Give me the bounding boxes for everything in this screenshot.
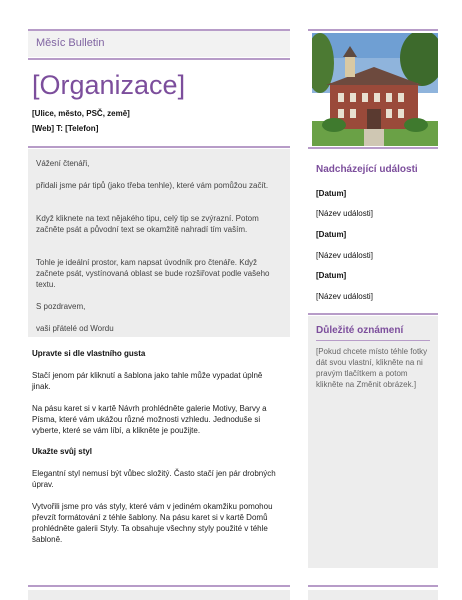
article-heading-1: Upravte si dle vlastního gusta <box>32 349 146 358</box>
article-paragraph-3: Elegantní styl nemusí být vůbec složitý. Často stačí jen pár drobných úprav. <box>32 469 276 489</box>
footer-rule-left <box>28 585 290 587</box>
bulletin-banner <box>28 31 290 57</box>
article-paragraph-4: Vytvořili jsme pro vás styly, které vám v jediném okamžiku pomohou převzít formátování z téhle šablony. Na pásu karet si v kartě Domů prohlédněte galerii Styly. Ta obsahuje všechny styly použité v téhle šabloně. <box>32 502 273 544</box>
letter-signature: vaši přátelé od Wordu <box>36 324 114 333</box>
web-phone-line[interactable]: [Web] T: [Telefon] <box>32 124 99 133</box>
footer-box-left <box>28 590 290 600</box>
letter-greeting: Vážení čtenáři, <box>36 159 90 168</box>
notice-text[interactable]: [Pokud chcete místo téhle fotky dát svou vlastní, klikněte na ni pravým tlačítkem a potom klikněte na Změnit obrázek.] <box>316 347 428 389</box>
event-name-2[interactable]: [Název události] <box>316 251 373 260</box>
article-paragraph-2: Na pásu karet si v kartě Návrh prohlédněte galerie Motivy, Barvy a Písma, které vám ukážou různé možnosti vzhledu. Jednoduše si vyberte, které se vám líbí, a klikněte je použijte. <box>32 404 267 435</box>
school-photo[interactable] <box>312 33 438 146</box>
address-line[interactable]: [Ulice, město, PSČ, země] <box>32 109 130 118</box>
notice-title-rule <box>316 340 430 341</box>
event-date-2[interactable]: [Datum] <box>316 230 347 239</box>
letter-paragraph-2: Když kliknete na text nějakého tipu, celý tip se zvýrazní. Potom začněte psát a původní text se okamžitě nahradí tím vaším. <box>36 214 259 234</box>
footer-rule-right <box>308 585 438 587</box>
notice-top-rule <box>308 313 438 315</box>
letter-paragraph-1: přidali jsme pár tipů (jako třeba tenhle), které vám pomůžou začít. <box>36 181 269 190</box>
footer-box-right <box>308 590 438 600</box>
event-name-1[interactable]: [Název události] <box>316 209 373 218</box>
letter-top-rule <box>28 146 290 148</box>
notice-title[interactable]: Důležité oznámení <box>316 325 404 336</box>
bulletin-rule <box>28 58 290 60</box>
letter-closing: S pozdravem, <box>36 302 86 311</box>
event-date-3[interactable]: [Datum] <box>316 271 347 280</box>
letter-paragraph-3: Tohle je ideální prostor, kam napsat úvodník pro čtenáře. Když začnete psát, vystínovaná oblast se bude rozšiřovat podle vašeho textu. <box>36 258 270 289</box>
organization-name[interactable]: [Organizace] <box>32 70 186 100</box>
events-top-rule <box>308 147 438 149</box>
article-heading-2: Ukažte svůj styl <box>32 447 93 456</box>
events-title[interactable]: Nadcházející události <box>316 164 418 175</box>
event-name-3[interactable]: [Název události] <box>316 292 373 301</box>
bulletin-title[interactable]: Měsíc Bulletin <box>36 37 105 49</box>
building-image-icon <box>312 33 438 146</box>
event-date-1[interactable]: [Datum] <box>316 189 347 198</box>
article-paragraph-1: Stačí jenom pár kliknutí a šablona jako tahle může vypadat úplně jinak. <box>32 371 263 391</box>
top-rule-right <box>308 29 438 31</box>
editor-letter[interactable] <box>28 149 290 337</box>
